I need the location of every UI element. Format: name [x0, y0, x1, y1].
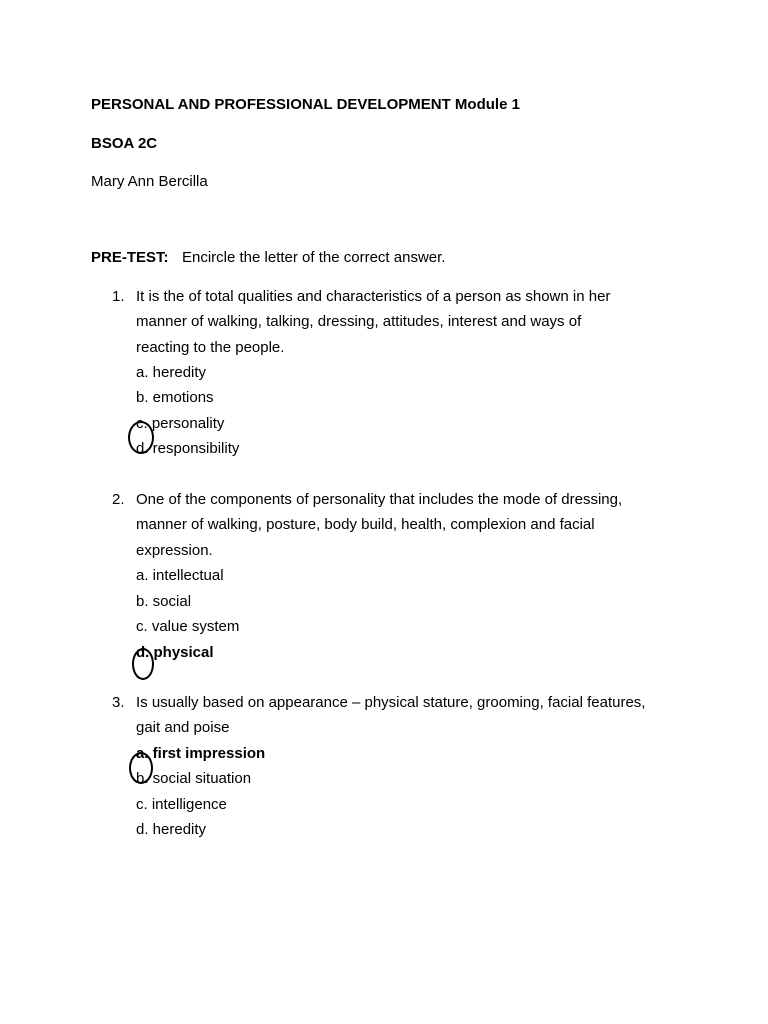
answer-circle-mark: [128, 421, 154, 454]
section-code: BSOA 2C: [91, 135, 158, 152]
choice-c: c. personality: [136, 415, 225, 432]
answer-circle-mark: [132, 648, 154, 680]
question-number: 3.: [112, 694, 125, 711]
question-text-line: expression.: [136, 542, 213, 559]
pretest-instructions: Encircle the letter of the correct answer.: [182, 249, 446, 266]
choice-a: a. intellectual: [136, 567, 224, 584]
student-name: Mary Ann Bercilla: [91, 173, 208, 190]
choice-d: d. responsibility: [136, 440, 240, 457]
pretest-label: PRE-TEST:: [91, 249, 169, 266]
answer-circle-mark: [129, 752, 153, 784]
choice-a: a. first impression: [136, 745, 266, 762]
question-text-line: It is the of total qualities and characteristics of a person as shown in her: [136, 288, 611, 305]
choice-b: b. social situation: [136, 770, 252, 787]
question-text-line: manner of walking, talking, dressing, attitudes, interest and ways of: [136, 313, 582, 330]
question-text-line: reacting to the people.: [136, 339, 285, 356]
choice-d: d. physical: [136, 644, 214, 661]
document-title: PERSONAL AND PROFESSIONAL DEVELOPMENT Module 1: [91, 96, 520, 113]
choice-b: b. emotions: [136, 389, 214, 406]
question-text-line: One of the components of personality that includes the mode of dressing,: [136, 491, 623, 508]
choice-b: b. social: [136, 593, 192, 610]
question-number: 1.: [112, 288, 125, 305]
choice-a: a. heredity: [136, 364, 207, 381]
choice-c: c. value system: [136, 618, 240, 635]
question-text-line: gait and poise: [136, 719, 230, 736]
question-text-line: Is usually based on appearance – physical stature, grooming, facial features,: [136, 694, 646, 711]
choice-c: c. intelligence: [136, 796, 227, 813]
question-number: 2.: [112, 491, 125, 508]
choice-d: d. heredity: [136, 821, 207, 838]
question-text-line: manner of walking, posture, body build, health, complexion and facial: [136, 516, 595, 533]
